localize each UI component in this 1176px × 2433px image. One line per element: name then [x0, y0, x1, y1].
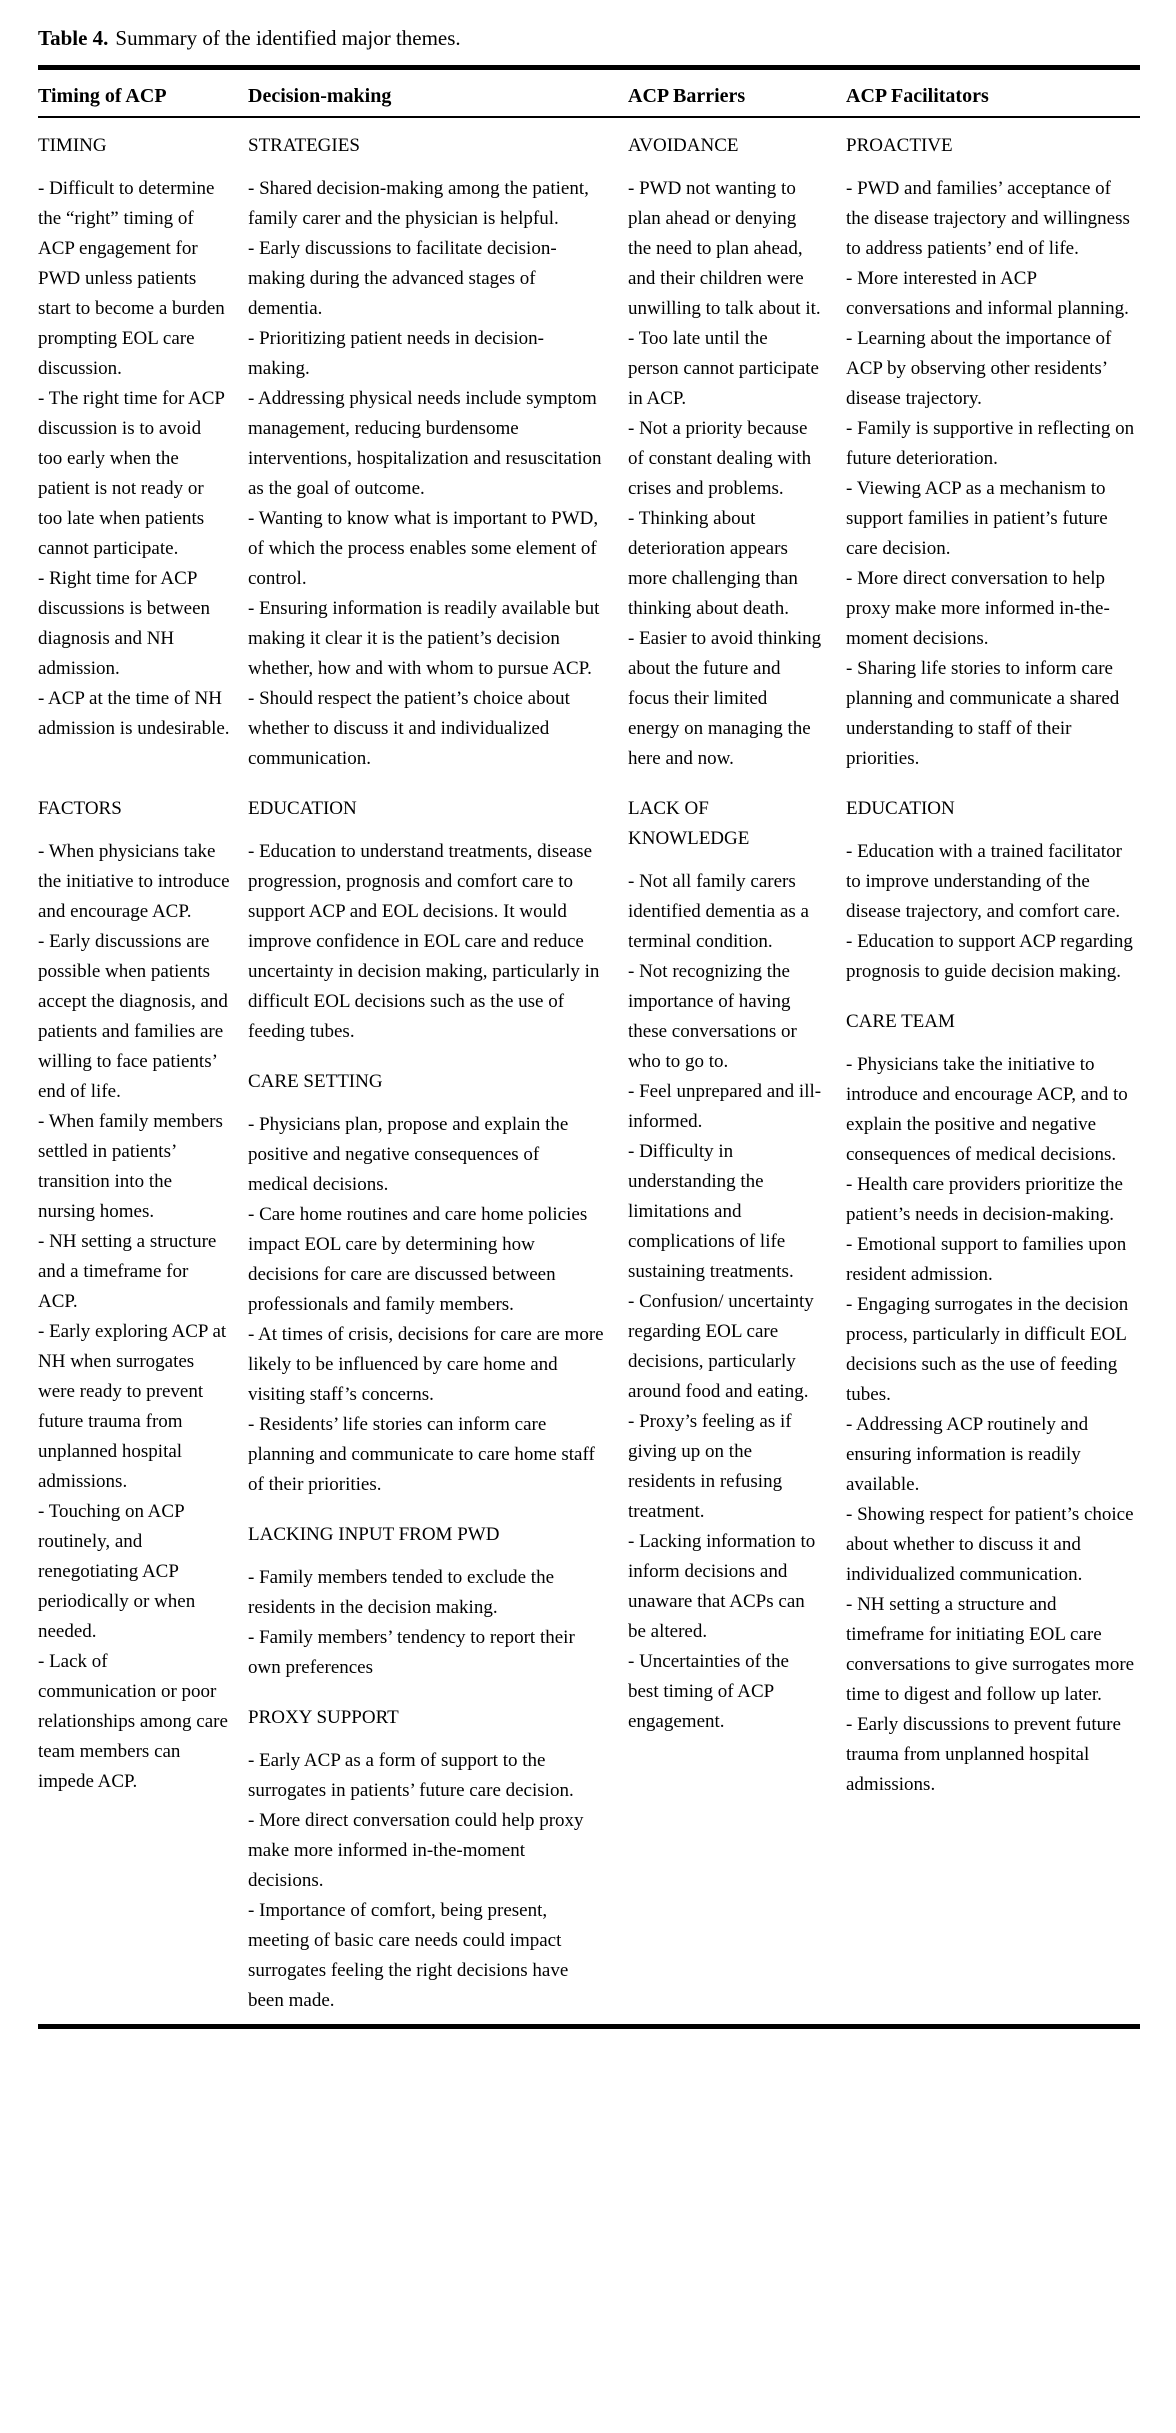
column-header-decision-making: Decision-making — [248, 85, 392, 107]
bullet-item: - Addressing physical needs include symptom management, reducing burdensome interventions, hospitalization and resuscitation as the goal of outcome. — [248, 388, 602, 499]
bullet-item: - Physicians take the initiative to introduce and encourage ACP, and to explain the positive and negative consequences of medical decisions. — [846, 1054, 1128, 1165]
section-heading: CARE TEAM — [846, 1011, 955, 1032]
bullet-item: - Proxy’s feeling as if giving up on the residents in refusing treatment. — [628, 1411, 792, 1522]
bullet-item: - Education to understand treatments, disease progression, prognosis and comfort care to support ACP and EOL decisions. It would improve confidence in EOL care and reduce uncertainty in decision making, particularly in difficult EOL decisions such as the use of feeding tubes. — [248, 841, 600, 1042]
bullet-item: - Care home routines and care home policies impact EOL care by determining how decisions for care are discussed between professionals and family members. — [248, 1204, 588, 1315]
theme-section — [38, 131, 230, 744]
bullet-item: - Thinking about deterioration appears more challenging than thinking about death. — [628, 508, 798, 619]
bullet-item: - Too late until the person cannot participate in ACP. — [628, 328, 819, 409]
bullet-item: - When physicians take the initiative to introduce and encourage ACP. — [38, 841, 230, 922]
bullet-item: - Health care providers prioritize the patient’s needs in decision-making. — [846, 1174, 1123, 1225]
table-body-row-1 — [38, 118, 1140, 774]
bullet-item: - Importance of comfort, being present, meeting of basic care needs could impact surrogates feeling the right decisions have been made. — [248, 1900, 569, 2011]
table-body-row-2 — [38, 781, 1140, 2024]
bullet-item: - Family members’ tendency to report their own preferences — [248, 1627, 575, 1678]
bullet-item: - NH setting a structure and timeframe for initiating EOL care conversations to give surrogates more time to digest and follow up later. — [846, 1594, 1135, 1705]
bullet-item: - More direct conversation to help proxy make more informed in-the-moment decisions. — [846, 568, 1110, 649]
bullet-item: - Learning about the importance of ACP by observing other residents’ disease trajectory. — [846, 328, 1112, 409]
section-heading: CARE SETTING — [248, 1071, 383, 1092]
bullet-item: - Not all family carers identified dementia as a terminal condition. — [628, 871, 809, 952]
bullet-item: - PWD and families’ acceptance of the disease trajectory and willingness to address patients’ end of life. — [846, 178, 1130, 259]
bullet-item: - Physicians plan, propose and explain the positive and negative consequences of medical decisions. — [248, 1114, 569, 1195]
section-heading: STRATEGIES — [248, 135, 360, 156]
bullet-item: - Emotional support to families upon resident admission. — [846, 1234, 1127, 1285]
bullet-item: - Difficult to determine the “right” timing of ACP engagement for PWD unless patients start to become a burden prompting EOL care discussion. — [38, 178, 225, 379]
bullet-item: - Education to support ACP regarding prognosis to guide decision making. — [846, 931, 1133, 982]
table-caption — [38, 25, 1140, 51]
bullet-item: - Difficulty in understanding the limitations and complications of life sustaining treatments. — [628, 1141, 794, 1282]
bullet-item: - Easier to avoid thinking about the future and focus their limited energy on managing the here and now. — [628, 628, 822, 769]
bullet-item: - Sharing life stories to inform care planning and communicate a shared understanding to staff of their priorities. — [846, 658, 1120, 769]
bullet-item: - Ensuring information is readily available but making it clear it is the patient’s decision whether, how and with whom to pursue ACP. — [248, 598, 600, 679]
theme-section — [628, 794, 822, 1737]
bullet-item: - Engaging surrogates in the decision process, particularly in difficult EOL decisions such as the use of feeding tubes. — [846, 1294, 1129, 1405]
section-heading: LACKING INPUT FROM PWD — [248, 1524, 500, 1545]
bullet-item: - Right time for ACP discussions is between diagnosis and NH admission. — [38, 568, 211, 679]
theme-section — [248, 131, 604, 774]
column-header-acp-barriers: ACP Barriers — [628, 85, 746, 107]
bullet-item: - More direct conversation could help proxy make more informed in-the-moment decisions. — [248, 1810, 584, 1891]
theme-section — [248, 1520, 604, 1683]
table-cell — [846, 131, 1140, 774]
section-heading: TIMING — [38, 135, 107, 156]
bullet-item: - Showing respect for patient’s choice about whether to discuss it and individualized communication. — [846, 1504, 1134, 1585]
bullet-item: - Touching on ACP routinely, and renegotiating ACP periodically or when needed. — [38, 1501, 196, 1642]
table-cell — [38, 131, 248, 774]
table-header-row — [38, 70, 1140, 118]
table-cell — [628, 131, 846, 774]
theme-section — [248, 1067, 604, 1500]
theme-section — [628, 131, 822, 774]
table-cell — [846, 794, 1140, 2016]
bullet-item: - Early discussions are possible when patients accept the diagnosis, and patients and families are willing to face patients’ end of life. — [38, 931, 228, 1102]
bullet-item: - Residents’ life stories can inform care planning and communicate to care home staff of their priorities. — [248, 1414, 595, 1495]
bullet-item: - Family is supportive in reflecting on future deterioration. — [846, 418, 1135, 469]
bullet-item: - Family members tended to exclude the residents in the decision making. — [248, 1567, 555, 1618]
bullet-item: - Prioritizing patient needs in decision-making. — [248, 328, 545, 379]
bullet-item: - Feel unprepared and ill-informed. — [628, 1081, 822, 1132]
theme-section — [38, 794, 230, 1797]
caption-label: Table 4. — [38, 26, 109, 50]
bullet-item: - Early exploring ACP at NH when surrogates were ready to prevent future trauma from unplanned hospital admissions. — [38, 1321, 227, 1492]
table-cell — [248, 794, 628, 2016]
theme-section — [846, 794, 1138, 987]
bullet-item: - PWD not wanting to plan ahead or denying the need to plan ahead, and their children were unwilling to talk about it. — [628, 178, 821, 319]
bullet-item: - Early discussions to prevent future trauma from unplanned hospital admissions. — [846, 1714, 1121, 1795]
theme-section — [846, 131, 1138, 774]
bullet-item: - Lacking information to inform decisions and unaware that ACPs can be altered. — [628, 1531, 816, 1642]
bullet-item: - Shared decision-making among the patient, family carer and the physician is helpful. — [248, 178, 589, 229]
bullet-item: - Viewing ACP as a mechanism to support families in patient’s future care decision. — [846, 478, 1108, 559]
theme-section — [846, 1007, 1138, 1800]
theme-section — [248, 1703, 604, 2016]
column-header-acp-facilitators: ACP Facilitators — [846, 85, 989, 107]
bullet-item: - More interested in ACP conversations and informal planning. — [846, 268, 1129, 319]
bullet-item: - Early discussions to facilitate decision-making during the advanced stages of dementia. — [248, 238, 557, 319]
bullet-item: - The right time for ACP discussion is to avoid too early when the patient is not ready or too late when patients cannot participate. — [38, 388, 225, 559]
section-heading: PROACTIVE — [846, 135, 953, 156]
section-heading: EDUCATION — [248, 798, 357, 819]
table-cell — [628, 794, 846, 2016]
column-header-timing-of-acp: Timing of ACP — [38, 85, 167, 107]
bullet-item: - When family members settled in patients’ transition into the nursing homes. — [38, 1111, 223, 1222]
themes-table — [38, 65, 1140, 2029]
bullet-item: - Early ACP as a form of support to the surrogates in patients’ future care decision. — [248, 1750, 574, 1801]
section-heading: LACK OF KNOWLEDGE — [628, 798, 750, 849]
theme-section — [248, 794, 604, 1047]
bullet-item: - Not a priority because of constant dealing with crises and problems. — [628, 418, 812, 499]
bullet-item: - Education with a trained facilitator to improve understanding of the disease trajectory, and comfort care. — [846, 841, 1122, 922]
bullet-item: - NH setting a structure and a timeframe for ACP. — [38, 1231, 217, 1312]
bullet-item: - At times of crisis, decisions for care are more likely to be influenced by care home and visiting staff’s concerns. — [248, 1324, 604, 1405]
table-cell — [248, 131, 628, 774]
bullet-item: - Lack of communication or poor relationships among care team members can impede ACP. — [38, 1651, 228, 1792]
caption-text: Summary of the identified major themes. — [115, 26, 461, 50]
table-cell — [38, 794, 248, 2016]
section-heading: PROXY SUPPORT — [248, 1707, 399, 1728]
section-heading: AVOIDANCE — [628, 135, 739, 156]
section-heading: FACTORS — [38, 798, 122, 819]
bullet-item: - Not recognizing the importance of having these conversations or who to go to. — [628, 961, 797, 1072]
bullet-item: - Addressing ACP routinely and ensuring information is readily available. — [846, 1414, 1089, 1495]
bullet-item: - Uncertainties of the best timing of ACP engagement. — [628, 1651, 789, 1732]
bullet-item: - Confusion/ uncertainty regarding EOL care decisions, particularly around food and eating. — [628, 1291, 814, 1402]
bullet-item: - Should respect the patient’s choice about whether to discuss it and individualized communication. — [248, 688, 570, 769]
bullet-item: - ACP at the time of NH admission is undesirable. — [38, 688, 230, 739]
bullet-item: - Wanting to know what is important to PWD, of which the process enables some element of control. — [248, 508, 599, 589]
section-heading: EDUCATION — [846, 798, 955, 819]
